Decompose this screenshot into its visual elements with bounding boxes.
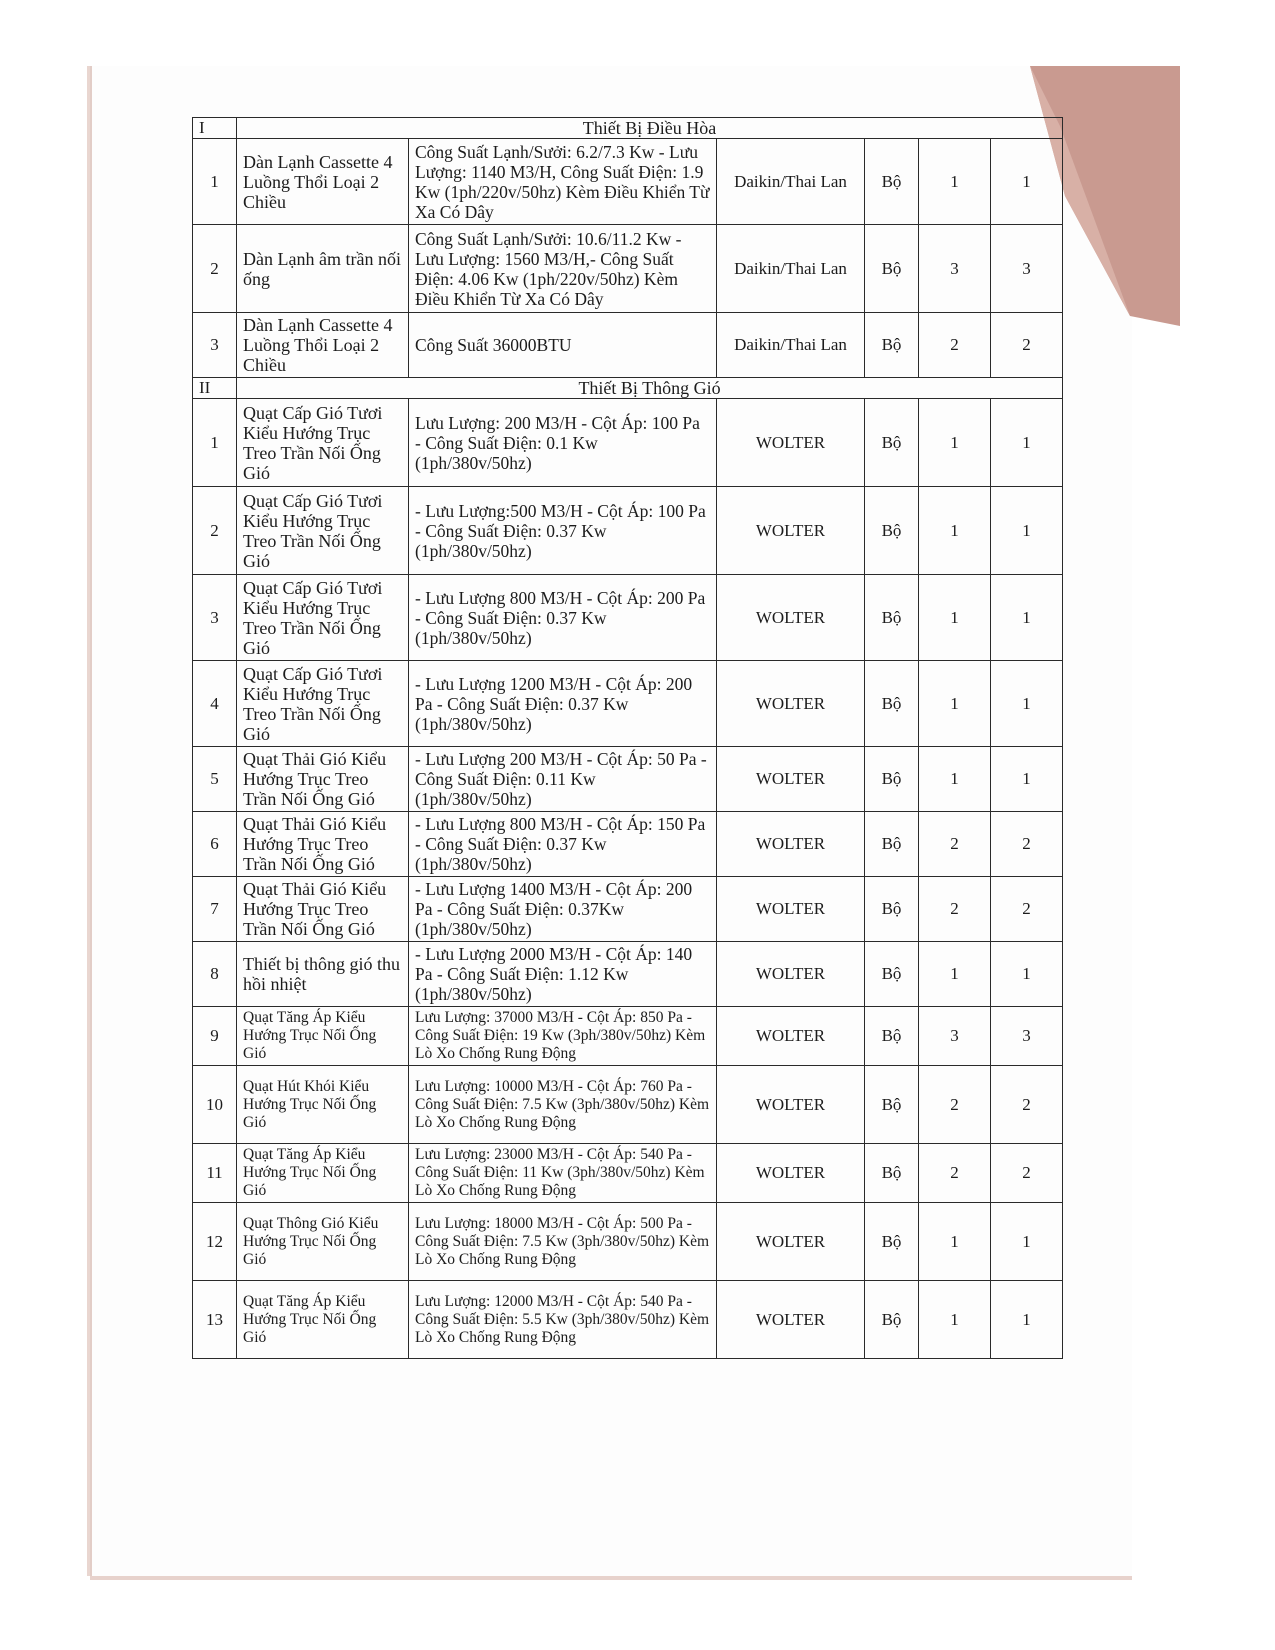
item-qty-total: 1	[991, 487, 1063, 575]
item-name: Thiết bị thông gió thu hồi nhiệt	[237, 942, 409, 1007]
table-row	[193, 661, 1063, 747]
table-row	[193, 1007, 1063, 1066]
item-unit: Bộ	[865, 1144, 919, 1203]
item-name: Dàn Lạnh Cassette 4 Luồng Thổi Loại 2 Chiều	[237, 313, 409, 378]
item-unit: Bộ	[865, 487, 919, 575]
item-spec: - Lưu Lượng 1400 M3/H - Cột Áp: 200 Pa - Công Suất Điện: 0.37Kw (1ph/380v/50hz)	[409, 877, 717, 942]
item-brand: WOLTER	[717, 1144, 865, 1203]
item-qty-total: 1	[991, 942, 1063, 1007]
item-unit: Bộ	[865, 1281, 919, 1359]
item-spec: - Lưu Lượng 800 M3/H - Cột Áp: 150 Pa - Công Suất Điện: 0.37 Kw (1ph/380v/50hz)	[409, 812, 717, 877]
item-unit: Bộ	[865, 812, 919, 877]
table-row	[193, 747, 1063, 812]
item-name: Quạt Hút Khói Kiểu Hướng Trục Nối Ống Gió	[237, 1066, 409, 1144]
item-qty: 2	[919, 812, 991, 877]
item-qty-total: 1	[991, 747, 1063, 812]
item-brand: WOLTER	[717, 1281, 865, 1359]
item-qty: 3	[919, 225, 991, 313]
item-qty: 1	[919, 1281, 991, 1359]
section-header-row	[193, 378, 1063, 399]
row-number: 1	[193, 399, 237, 487]
item-unit: Bộ	[865, 661, 919, 747]
item-qty: 2	[919, 877, 991, 942]
row-number: 2	[193, 487, 237, 575]
item-spec: Công Suất 36000BTU	[409, 313, 717, 378]
section-header-row	[193, 118, 1063, 139]
item-qty-total: 2	[991, 313, 1063, 378]
item-name: Quạt Cấp Gió Tươi Kiểu Hướng Trục Treo Trần Nối Ống Gió	[237, 575, 409, 661]
item-unit: Bộ	[865, 225, 919, 313]
row-number: 6	[193, 812, 237, 877]
item-spec: Công Suất Lạnh/Sưởi: 10.6/11.2 Kw - Lưu Lượng: 1560 M3/H,- Công Suất Điện: 4.06 Kw (1ph/220v/50hz) Kèm Điều Khiển Từ Xa Có Dây	[409, 225, 717, 313]
item-qty-total: 2	[991, 812, 1063, 877]
item-unit: Bộ	[865, 399, 919, 487]
item-unit: Bộ	[865, 1203, 919, 1281]
row-number: 10	[193, 1066, 237, 1144]
item-brand: WOLTER	[717, 1203, 865, 1281]
row-number: 11	[193, 1144, 237, 1203]
section-code: II	[193, 378, 237, 399]
item-qty: 1	[919, 575, 991, 661]
table-row	[193, 225, 1063, 313]
item-name: Quạt Tăng Áp Kiểu Hướng Trục Nối Ống Gió	[237, 1144, 409, 1203]
item-qty: 1	[919, 1203, 991, 1281]
table-row	[193, 487, 1063, 575]
row-number: 8	[193, 942, 237, 1007]
item-spec: - Lưu Lượng 2000 M3/H - Cột Áp: 140 Pa - Công Suất Điện: 1.12 Kw (1ph/380v/50hz)	[409, 942, 717, 1007]
table-row	[193, 877, 1063, 942]
item-spec: Lưu Lượng: 37000 M3/H - Cột Áp: 850 Pa - Công Suất Điện: 19 Kw (3ph/380v/50hz) Kèm Lò Xo Chống Rung Động	[409, 1007, 717, 1066]
item-qty: 1	[919, 661, 991, 747]
table-row	[193, 575, 1063, 661]
item-qty-total: 1	[991, 661, 1063, 747]
item-name: Dàn Lạnh âm trần nối ống	[237, 225, 409, 313]
item-qty: 1	[919, 139, 991, 225]
table-body	[193, 118, 1063, 1359]
item-qty-total: 2	[991, 877, 1063, 942]
item-qty: 3	[919, 1007, 991, 1066]
item-qty-total: 1	[991, 399, 1063, 487]
section-code: I	[193, 118, 237, 139]
item-qty-total: 1	[991, 139, 1063, 225]
row-number: 4	[193, 661, 237, 747]
item-brand: Daikin/Thai Lan	[717, 139, 865, 225]
item-brand: WOLTER	[717, 877, 865, 942]
item-qty-total: 3	[991, 225, 1063, 313]
item-name: Quạt Thải Gió Kiểu Hướng Trục Treo Trần Nối Ống Gió	[237, 812, 409, 877]
item-qty: 1	[919, 942, 991, 1007]
item-qty: 2	[919, 313, 991, 378]
table-row	[193, 399, 1063, 487]
table-row	[193, 1203, 1063, 1281]
item-spec: Lưu Lượng: 12000 M3/H - Cột Áp: 540 Pa - Công Suất Điện: 5.5 Kw (3ph/380v/50hz) Kèm Lò Xo Chống Rung Động	[409, 1281, 717, 1359]
row-number: 2	[193, 225, 237, 313]
item-brand: WOLTER	[717, 942, 865, 1007]
item-name: Quạt Tăng Áp Kiểu Hướng Trục Nối Ống Gió	[237, 1007, 409, 1066]
item-spec: Lưu Lượng: 200 M3/H - Cột Áp: 100 Pa - Công Suất Điện: 0.1 Kw (1ph/380v/50hz)	[409, 399, 717, 487]
item-qty: 1	[919, 487, 991, 575]
item-name: Quạt Thải Gió Kiểu Hướng Trục Treo Trần Nối Ống Gió	[237, 877, 409, 942]
item-brand: WOLTER	[717, 747, 865, 812]
item-spec: - Lưu Lượng:500 M3/H - Cột Áp: 100 Pa - Công Suất Điện: 0.37 Kw (1ph/380v/50hz)	[409, 487, 717, 575]
item-name: Quạt Thải Gió Kiểu Hướng Trục Treo Trần Nối Ống Gió	[237, 747, 409, 812]
item-brand: WOLTER	[717, 1066, 865, 1144]
item-brand: WOLTER	[717, 812, 865, 877]
item-brand: WOLTER	[717, 399, 865, 487]
item-spec: Lưu Lượng: 10000 M3/H - Cột Áp: 760 Pa - Công Suất Điện: 7.5 Kw (3ph/380v/50hz) Kèm Lò Xo Chống Rung Động	[409, 1066, 717, 1144]
item-unit: Bộ	[865, 877, 919, 942]
item-spec: - Lưu Lượng 800 M3/H - Cột Áp: 200 Pa - Công Suất Điện: 0.37 Kw (1ph/380v/50hz)	[409, 575, 717, 661]
item-unit: Bộ	[865, 942, 919, 1007]
section-title: Thiết Bị Điều Hòa	[237, 118, 1063, 139]
row-number: 13	[193, 1281, 237, 1359]
table-row	[193, 313, 1063, 378]
item-qty-total: 1	[991, 1203, 1063, 1281]
item-qty: 2	[919, 1144, 991, 1203]
item-qty: 2	[919, 1066, 991, 1144]
table-row	[193, 942, 1063, 1007]
item-brand: WOLTER	[717, 661, 865, 747]
row-number: 12	[193, 1203, 237, 1281]
item-unit: Bộ	[865, 575, 919, 661]
item-qty: 1	[919, 399, 991, 487]
row-number: 3	[193, 575, 237, 661]
item-unit: Bộ	[865, 313, 919, 378]
row-number: 9	[193, 1007, 237, 1066]
item-name: Dàn Lạnh Cassette 4 Luồng Thổi Loại 2 Chiều	[237, 139, 409, 225]
item-qty-total: 1	[991, 1281, 1063, 1359]
item-unit: Bộ	[865, 1066, 919, 1144]
item-qty-total: 1	[991, 575, 1063, 661]
row-number: 3	[193, 313, 237, 378]
item-spec: Lưu Lượng: 18000 M3/H - Cột Áp: 500 Pa - Công Suất Điện: 7.5 Kw (3ph/380v/50hz) Kèm Lò Xo Chống Rung Động	[409, 1203, 717, 1281]
item-brand: Daikin/Thai Lan	[717, 225, 865, 313]
item-unit: Bộ	[865, 747, 919, 812]
table-row	[193, 1281, 1063, 1359]
item-spec: - Lưu Lượng 200 M3/H - Cột Áp: 50 Pa - Công Suất Điện: 0.11 Kw (1ph/380v/50hz)	[409, 747, 717, 812]
item-name: Quạt Thông Gió Kiểu Hướng Trục Nối Ống Gió	[237, 1203, 409, 1281]
equipment-table	[192, 117, 1063, 1359]
table-row	[193, 1066, 1063, 1144]
row-number: 1	[193, 139, 237, 225]
item-qty: 1	[919, 747, 991, 812]
item-spec: Công Suất Lạnh/Sưởi: 6.2/7.3 Kw - Lưu Lượng: 1140 M3/H, Công Suất Điện: 1.9 Kw (1ph/220v/50hz) Kèm Điều Khiển Từ Xa Có Dây	[409, 139, 717, 225]
item-brand: WOLTER	[717, 487, 865, 575]
item-spec: - Lưu Lượng 1200 M3/H - Cột Áp: 200 Pa - Công Suất Điện: 0.37 Kw (1ph/380v/50hz)	[409, 661, 717, 747]
item-brand: Daikin/Thai Lan	[717, 313, 865, 378]
row-number: 7	[193, 877, 237, 942]
item-brand: WOLTER	[717, 1007, 865, 1066]
item-brand: WOLTER	[717, 575, 865, 661]
item-qty-total: 3	[991, 1007, 1063, 1066]
item-spec: Lưu Lượng: 23000 M3/H - Cột Áp: 540 Pa - Công Suất Điện: 11 Kw (3ph/380v/50hz) Kèm Lò Xo Chống Rung Động	[409, 1144, 717, 1203]
table-row	[193, 812, 1063, 877]
row-number: 5	[193, 747, 237, 812]
item-name: Quạt Tăng Áp Kiểu Hướng Trục Nối Ống Gió	[237, 1281, 409, 1359]
item-name: Quạt Cấp Gió Tươi Kiểu Hướng Trục Treo Trần Nối Ống Gió	[237, 487, 409, 575]
item-unit: Bộ	[865, 1007, 919, 1066]
table-row	[193, 139, 1063, 225]
item-name: Quạt Cấp Gió Tươi Kiểu Hướng Trục Treo Trần Nối Ống Gió	[237, 399, 409, 487]
item-unit: Bộ	[865, 139, 919, 225]
item-qty-total: 2	[991, 1144, 1063, 1203]
table-row	[193, 1144, 1063, 1203]
item-name: Quạt Cấp Gió Tươi Kiểu Hướng Trục Treo Trần Nối Ống Gió	[237, 661, 409, 747]
section-title: Thiết Bị Thông Gió	[237, 378, 1063, 399]
item-qty-total: 2	[991, 1066, 1063, 1144]
